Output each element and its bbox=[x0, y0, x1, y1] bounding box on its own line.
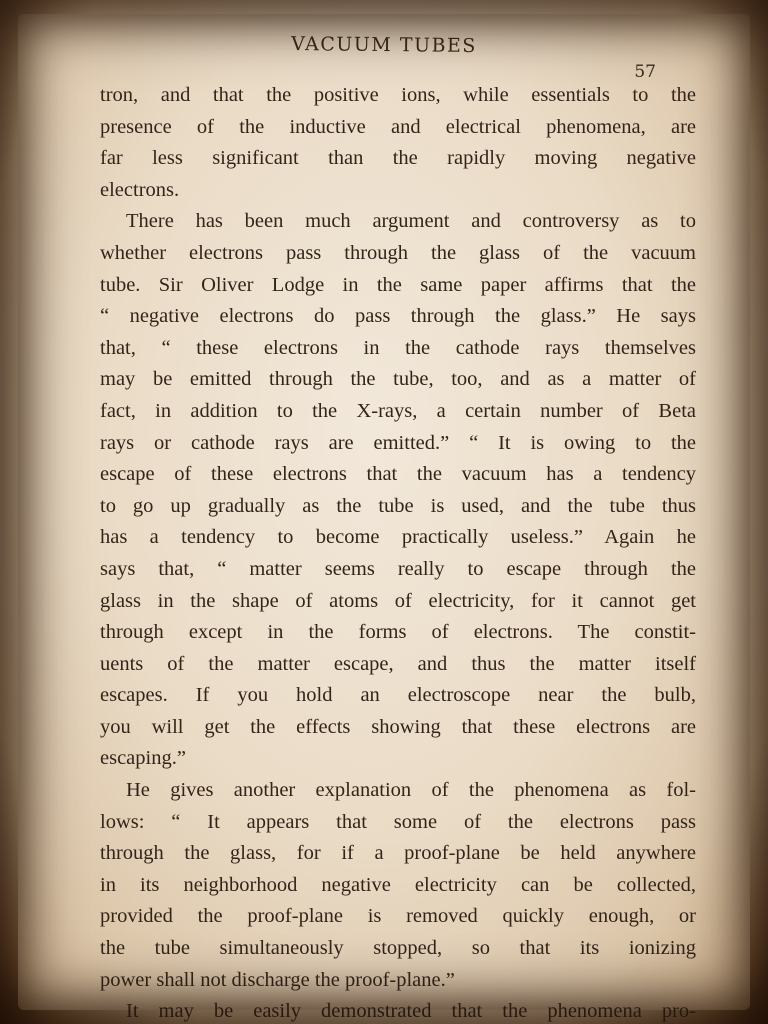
text-line: fact, in addition to the X-rays, a certain number of Beta bbox=[100, 399, 696, 422]
text-line: has a tendency to become practically useless.” Again he bbox=[100, 526, 696, 549]
body-text bbox=[100, 80, 696, 1024]
text-line: says that, “ matter seems really to escape through the bbox=[100, 557, 696, 580]
text-line: the tube simultaneously stopped, so that its ionizing bbox=[100, 937, 696, 960]
text-line: that, “ these electrons in the cathode rays themselves bbox=[100, 336, 696, 359]
text-line: glass in the shape of atoms of electricity, for it cannot get bbox=[100, 589, 696, 612]
text-line: uents of the matter escape, and thus the matter itself bbox=[100, 652, 696, 675]
text-line: through the glass, for if a proof-plane be held anywhere bbox=[100, 842, 696, 865]
text-line: may be emitted through the tube, too, and as a matter of bbox=[100, 368, 696, 391]
text-line: far less significant than the rapidly moving negative bbox=[100, 147, 696, 170]
text-line: tube. Sir Oliver Lodge in the same paper affirms that the bbox=[100, 273, 696, 296]
text-line: to go up gradually as the tube is used, and the tube thus bbox=[100, 494, 696, 517]
text-line: you will get the effects showing that these electrons are bbox=[100, 715, 696, 738]
text-line: It may be easily demonstrated that the phenomena pro- bbox=[126, 1000, 696, 1023]
text-line: lows: “ It appears that some of the electrons pass bbox=[100, 810, 696, 833]
text-line: “ negative electrons do pass through the glass.” He says bbox=[100, 305, 696, 328]
page-number: 57 bbox=[634, 62, 656, 82]
text-line: escaping.” bbox=[100, 747, 186, 770]
text-line: There has been much argument and controversy as to bbox=[126, 210, 696, 233]
text-line: He gives another explanation of the phenomena as fol- bbox=[126, 779, 696, 802]
running-title: VACUUM TUBES bbox=[291, 33, 477, 57]
text-line: electrons. bbox=[100, 178, 180, 201]
book-page bbox=[18, 14, 750, 1023]
text-line: in its neighborhood negative electricity can be collected, bbox=[100, 873, 696, 896]
text-line: provided the proof-plane is removed quickly enough, or bbox=[100, 905, 696, 928]
text-line: escape of these electrons that the vacuum has a tendency bbox=[100, 463, 696, 486]
text-line: tron, and that the positive ions, while essentials to the bbox=[100, 84, 696, 106]
text-line: rays or cathode rays are emitted.” “ It is owing to the bbox=[100, 431, 696, 454]
text-line: power shall not discharge the proof-plane.” bbox=[100, 968, 455, 991]
text-line: presence of the inductive and electrical phenomena, are bbox=[100, 115, 696, 138]
text-line: whether electrons pass through the glass of the vacuum bbox=[100, 241, 696, 264]
text-line: escapes. If you hold an electroscope near the bulb, bbox=[100, 684, 696, 707]
text-line: through except in the forms of electrons. The constit- bbox=[100, 621, 696, 644]
